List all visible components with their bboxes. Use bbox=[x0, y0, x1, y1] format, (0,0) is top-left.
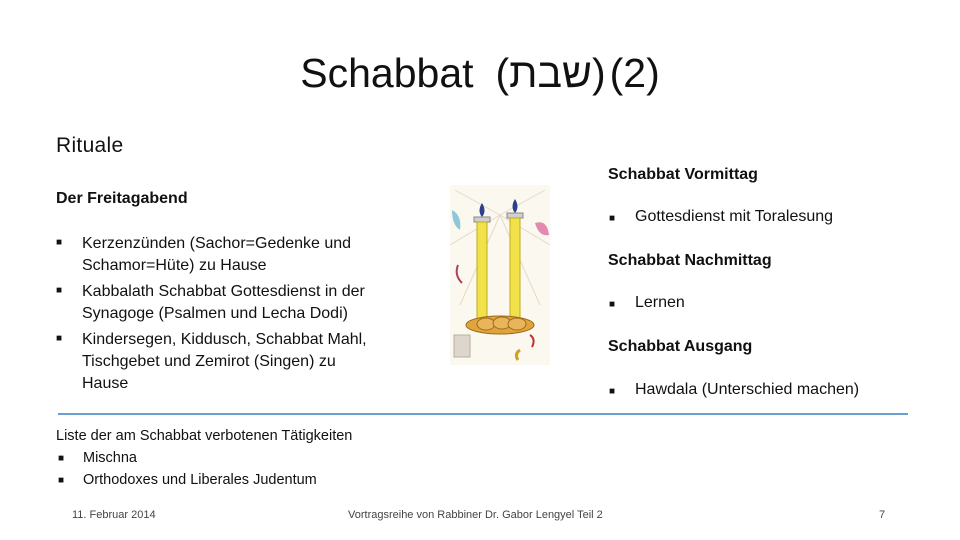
title-number: (2) bbox=[609, 50, 660, 96]
divider-line bbox=[58, 413, 908, 415]
title-hebrew: (שבת) bbox=[495, 50, 606, 96]
item-line: Hause bbox=[82, 375, 129, 392]
shabbat-candles-image bbox=[450, 185, 550, 365]
bullet-icon: ■ bbox=[56, 285, 63, 296]
item-line: Tischgebet und Zemirot (Singen) zu bbox=[82, 353, 336, 370]
bullet-icon: ■ bbox=[58, 475, 65, 486]
bottom-item: Mischna bbox=[83, 450, 137, 466]
bullet-icon: ■ bbox=[609, 299, 616, 310]
right-heading-ausgang: Schabbat Ausgang bbox=[608, 338, 753, 355]
right-heading-nachmittag: Schabbat Nachmittag bbox=[608, 252, 772, 269]
right-item-ausgang: Hawdala (Unterschied machen) bbox=[635, 381, 860, 398]
footer-presenter: Vortragsreihe von Rabbiner Dr. Gabor Lengyel Teil 2 bbox=[348, 509, 603, 521]
title-latin: Schabbat bbox=[300, 50, 474, 96]
slide-subtitle: Rituale bbox=[56, 134, 124, 157]
left-bullet-list bbox=[56, 232, 416, 402]
right-item-nachmittag: Lernen bbox=[635, 294, 685, 311]
bullet-icon: ■ bbox=[58, 453, 65, 464]
bottom-item: Orthodoxes und Liberales Judentum bbox=[83, 472, 317, 488]
right-item-vormittag: Gottesdienst mit Toralesung bbox=[635, 208, 834, 225]
bullet-icon: ■ bbox=[609, 213, 616, 224]
item-line: Kabbalath Schabbat Gottesdienst in der bbox=[82, 283, 365, 300]
left-heading: Der Freitagabend bbox=[56, 190, 188, 207]
bullet-icon: ■ bbox=[56, 333, 63, 344]
bullet-icon: ■ bbox=[56, 237, 63, 248]
right-heading-vormittag: Schabbat Vormittag bbox=[608, 166, 758, 183]
item-line: Kindersegen, Kiddusch, Schabbat Mahl, bbox=[82, 331, 367, 348]
item-line: Synagoge (Psalmen und Lecha Dodi) bbox=[82, 305, 348, 322]
item-line: Schamor=Hüte) zu Hause bbox=[82, 257, 267, 274]
slide-title bbox=[0, 50, 960, 97]
page-number: 7 bbox=[879, 509, 886, 521]
item-line: Kerzenzünden (Sachor=Gedenke und bbox=[82, 235, 352, 252]
bottom-heading: Liste der am Schabbat verbotenen Tätigkeiten bbox=[56, 428, 353, 444]
bullet-icon: ■ bbox=[609, 386, 616, 397]
footer-date: 11. Februar 2014 bbox=[72, 509, 156, 521]
